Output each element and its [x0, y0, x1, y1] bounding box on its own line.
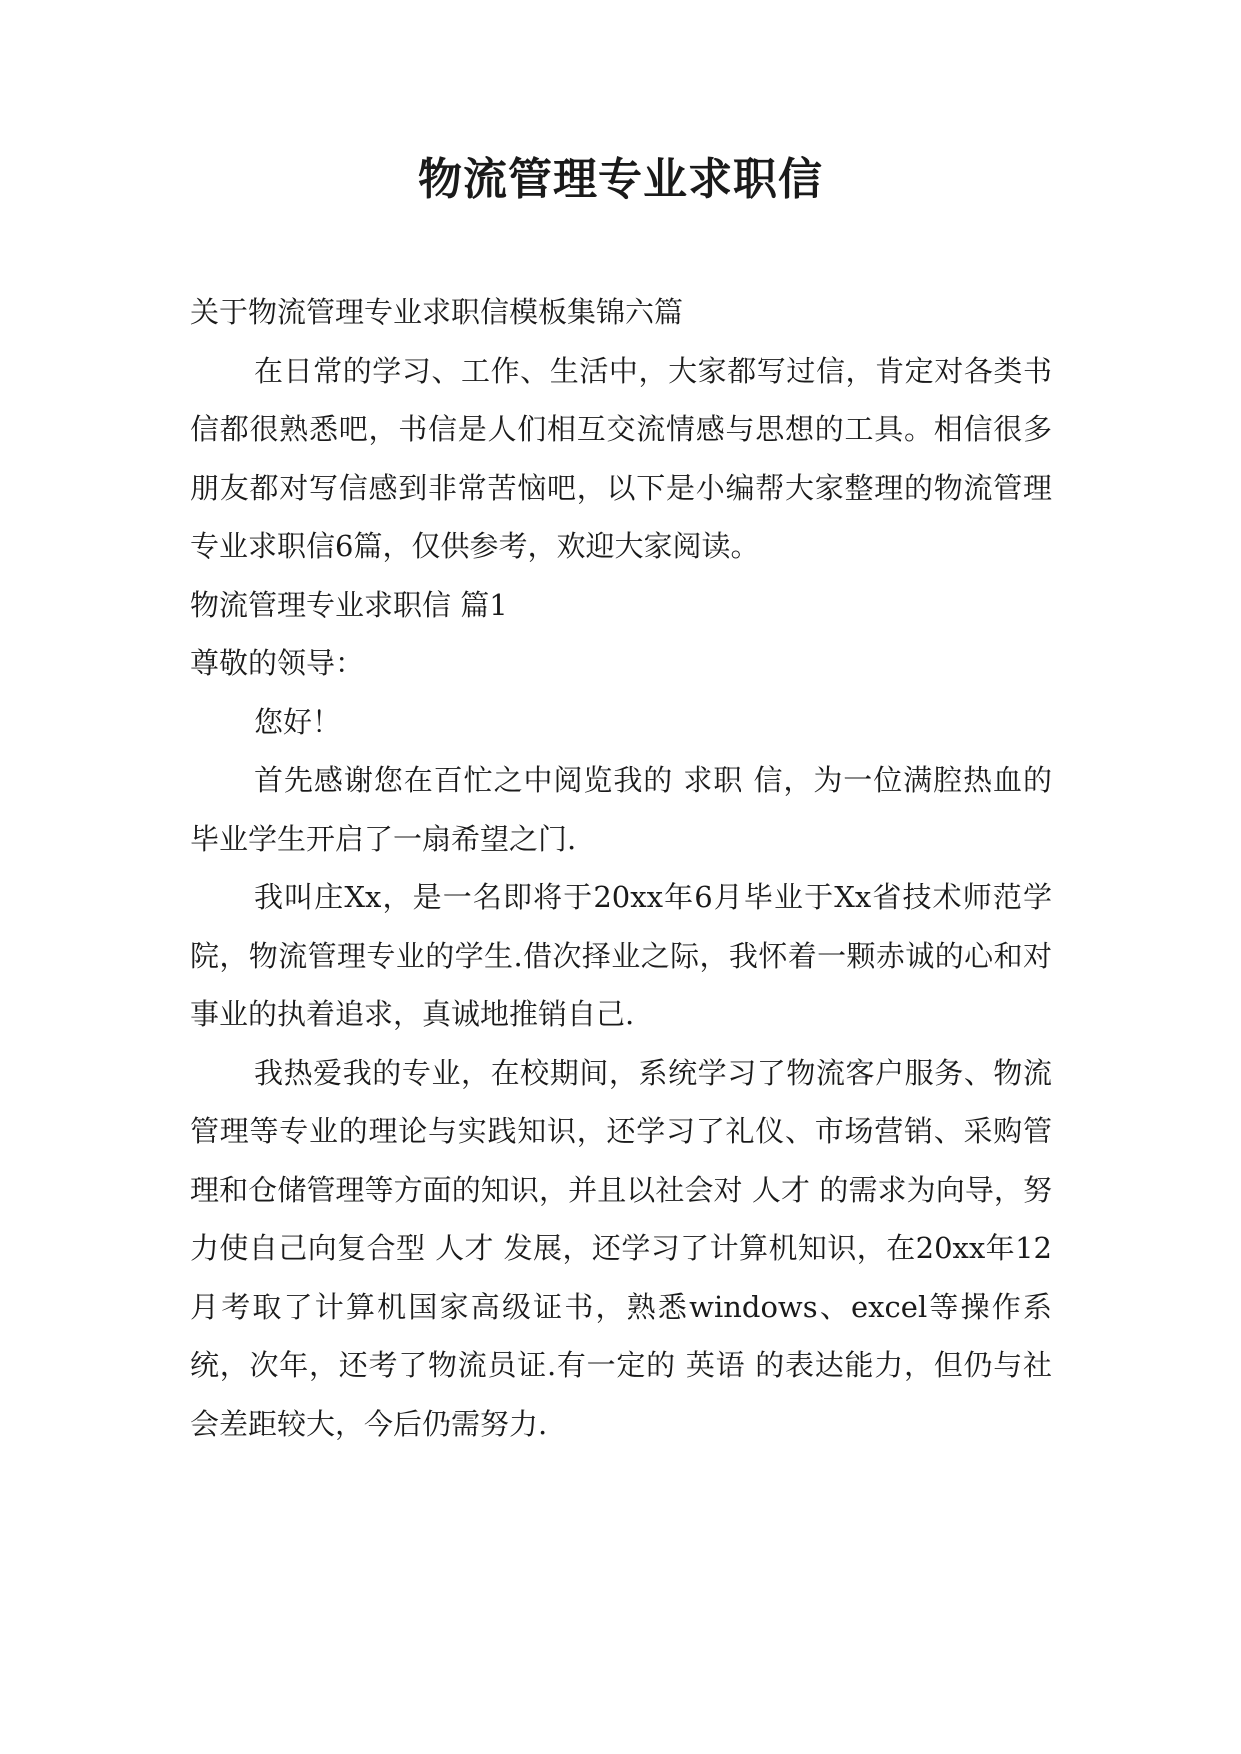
body-paragraph: 首先感谢您在百忙之中阅览我的 求职 信，为一位满腔热血的毕业学生开启了一扇希望之门. — [190, 763, 1052, 856]
salutation: 尊敬的领导： — [190, 646, 365, 680]
body-paragraph: 我热爱我的专业，在校期间，系统学习了物流客户服务、物流管理等专业的理论与实践知识，还学习了礼仪、市场营销、采购管理和仓储管理等方面的知识，并且以社会对 人才 的需求为向导，努力使自己向复合型 人才 发展，还学习了计算机知识，在20xx年12月考取了计算机国家高级证书，熟悉windows、excel等操作系统，次年，还考了物流员证.有一定的 英语 的表达能力，但仍与社会差距较大，今后仍需努力. — [190, 1055, 1052, 1441]
greeting: 您好！ — [254, 704, 342, 739]
section-heading: 物流管理专业求职信 篇1 — [190, 587, 508, 622]
intro-paragraph: 在日常的学习、工作、生活中，大家都写过信，肯定对各类书信都很熟悉吧，书信是人们相互交流情感与思想的工具。相信很多朋友都对写信感到非常苦恼吧，以下是小编帮大家整理的物流管理专业求职信6篇，仅供参考，欢迎大家阅读。 — [190, 353, 1052, 563]
document-title: 物流管理专业求职信 — [418, 154, 823, 205]
body-paragraph: 我叫庄Xx，是一名即将于20xx年6月毕业于Xx省技术师范学院，物流管理专业的学生.借次择业之际，我怀着一颗赤诚的心和对事业的执着追求，真诚地推销自己. — [190, 880, 1052, 1031]
intro-line: 关于物流管理专业求职信模板集锦六篇 — [190, 295, 684, 329]
document-body — [190, 283, 1052, 1453]
